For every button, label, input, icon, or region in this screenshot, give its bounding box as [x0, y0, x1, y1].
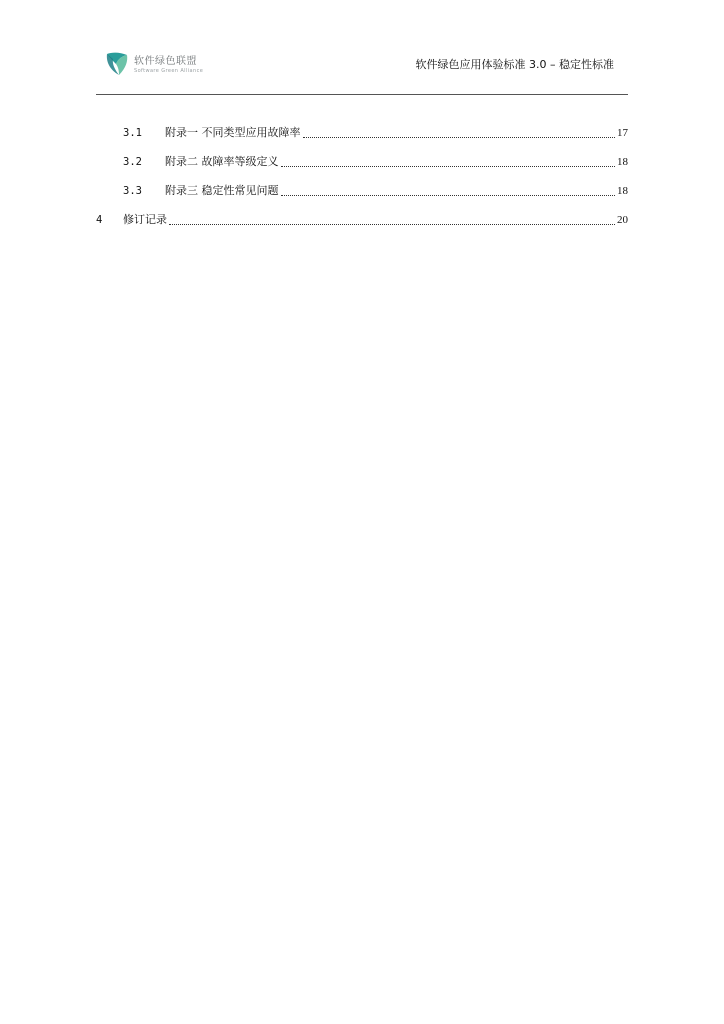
toc-entry-page: 18 — [617, 155, 628, 168]
toc-leader-dots — [303, 128, 616, 138]
logo-text: 软件绿色联盟 — [134, 56, 197, 67]
alliance-logo — [104, 50, 234, 78]
logo-subtext: Software Green Alliance — [134, 68, 204, 74]
toc-entry-title: 附录一 不同类型应用故障率 — [165, 125, 301, 139]
toc-entry-number: 3.1 — [123, 126, 142, 139]
toc-leader-dots — [281, 186, 616, 196]
toc-entry-number: 4 — [96, 213, 103, 226]
toc-entry-title: 修订记录 — [123, 212, 167, 226]
toc-entry[interactable] — [96, 147, 628, 176]
toc-leader-dots — [281, 157, 616, 167]
toc-entry-number: 3.3 — [123, 184, 142, 197]
toc-entry-page: 17 — [617, 126, 628, 139]
toc-entry-page: 18 — [617, 184, 628, 197]
toc-leader-dots — [169, 215, 615, 225]
document-title: 软件绿色应用体验标准 3.0 – 稳定性标准 — [415, 58, 614, 71]
toc-entry-title: 附录三 稳定性常见问题 — [165, 183, 279, 197]
page-header — [96, 46, 628, 95]
toc-entry-title: 附录二 故障率等级定义 — [165, 154, 279, 168]
toc-entry[interactable] — [96, 118, 628, 147]
toc-entry[interactable] — [96, 176, 628, 205]
toc-entry-page: 20 — [617, 213, 628, 226]
toc-entry[interactable] — [96, 205, 628, 234]
alliance-logo-icon — [104, 50, 130, 78]
table-of-contents — [96, 118, 628, 234]
toc-entry-number: 3.2 — [123, 155, 142, 168]
